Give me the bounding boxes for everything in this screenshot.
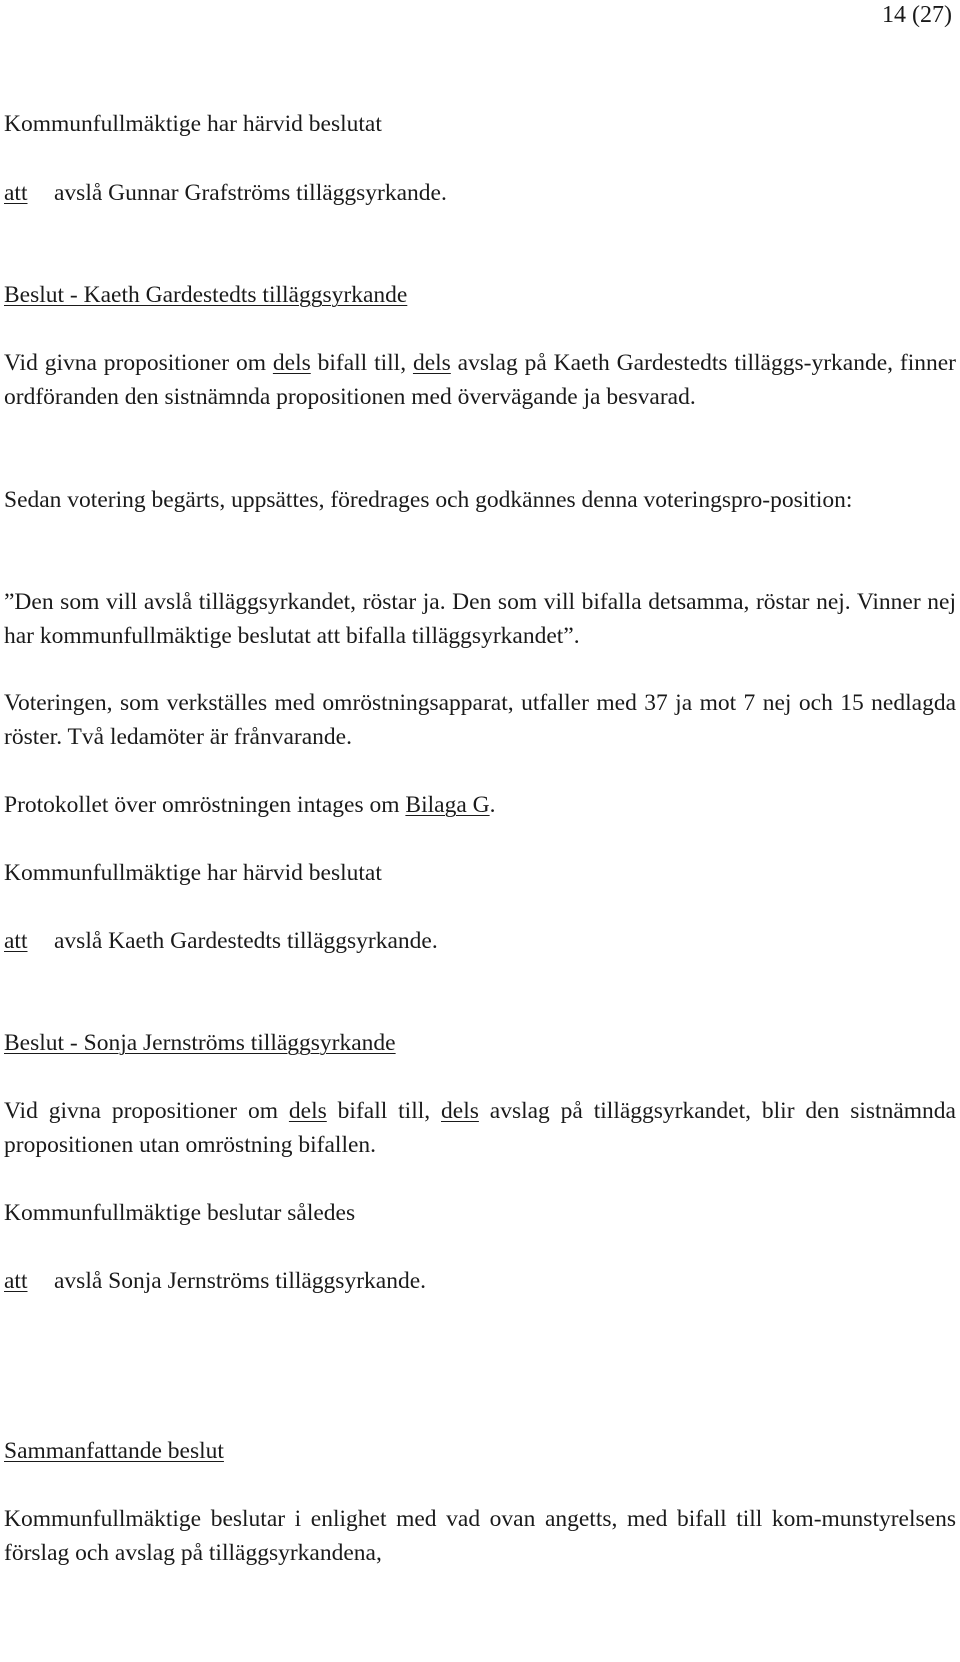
decision-intro: Kommunfullmäktige har härvid beslutat <box>4 111 382 137</box>
decision-intro: Kommunfullmäktige har härvid beslutat <box>4 860 382 886</box>
paragraph: Kommunfullmäktige beslutar i enlighet med vad ovan angetts, med bifall till kom-munstyrelsens förslag och avslag på tilläggsyrkandena, <box>4 1506 956 1566</box>
att-clause <box>4 176 447 210</box>
att-clause <box>4 924 438 958</box>
att-text: avslå Kaeth Gardestedts tilläggsyrkande. <box>54 928 438 954</box>
att-label: att <box>4 1268 28 1294</box>
paragraph-quote: ”Den som vill avslå tilläggsyrkandet, röstar ja. Den som vill bifalla detsamma, röstar nej. Vinner nej har kommunfullmäktige beslutat att bifalla tilläggsyrkandet”. <box>4 589 956 649</box>
section-heading: Sammanfattande beslut <box>4 1438 224 1464</box>
paragraph: Protokollet över omröstningen intages om Bilaga G. <box>4 792 496 818</box>
paragraph: Voteringen, som verkställes med omröstningsapparat, utfaller med 37 ja mot 7 nej och 15 nedlagda röster. Två ledamöter är frånvarande. <box>4 690 956 750</box>
paragraph: Vid givna propositioner om dels bifall till, dels avslag på tilläggsyrkandet, blir den sistnämnda propositionen utan omröstning bifallen. <box>4 1098 956 1158</box>
page-number: 14 (27) <box>882 2 952 28</box>
section-heading: Beslut - Kaeth Gardestedts tilläggsyrkande <box>4 282 408 308</box>
att-clause <box>4 1264 426 1298</box>
paragraph: Vid givna propositioner om dels bifall till, dels avslag på Kaeth Gardestedts tilläggs-yrkande, finner ordföranden den sistnämnda propositionen med övervägande ja besvarad. <box>4 350 956 410</box>
att-label: att <box>4 180 28 206</box>
paragraph: Sedan votering begärts, uppsättes, föredrages och godkännes denna voteringspro-position: <box>4 487 853 513</box>
bilaga-link[interactable]: Bilaga G <box>405 792 490 818</box>
att-text: avslå Gunnar Grafströms tilläggsyrkande. <box>54 180 447 206</box>
section-heading: Beslut - Sonja Jernströms tilläggsyrkande <box>4 1030 396 1056</box>
att-label: att <box>4 928 28 954</box>
decision-intro: Kommunfullmäktige beslutar således <box>4 1200 356 1226</box>
att-text: avslå Sonja Jernströms tilläggsyrkande. <box>54 1268 427 1294</box>
